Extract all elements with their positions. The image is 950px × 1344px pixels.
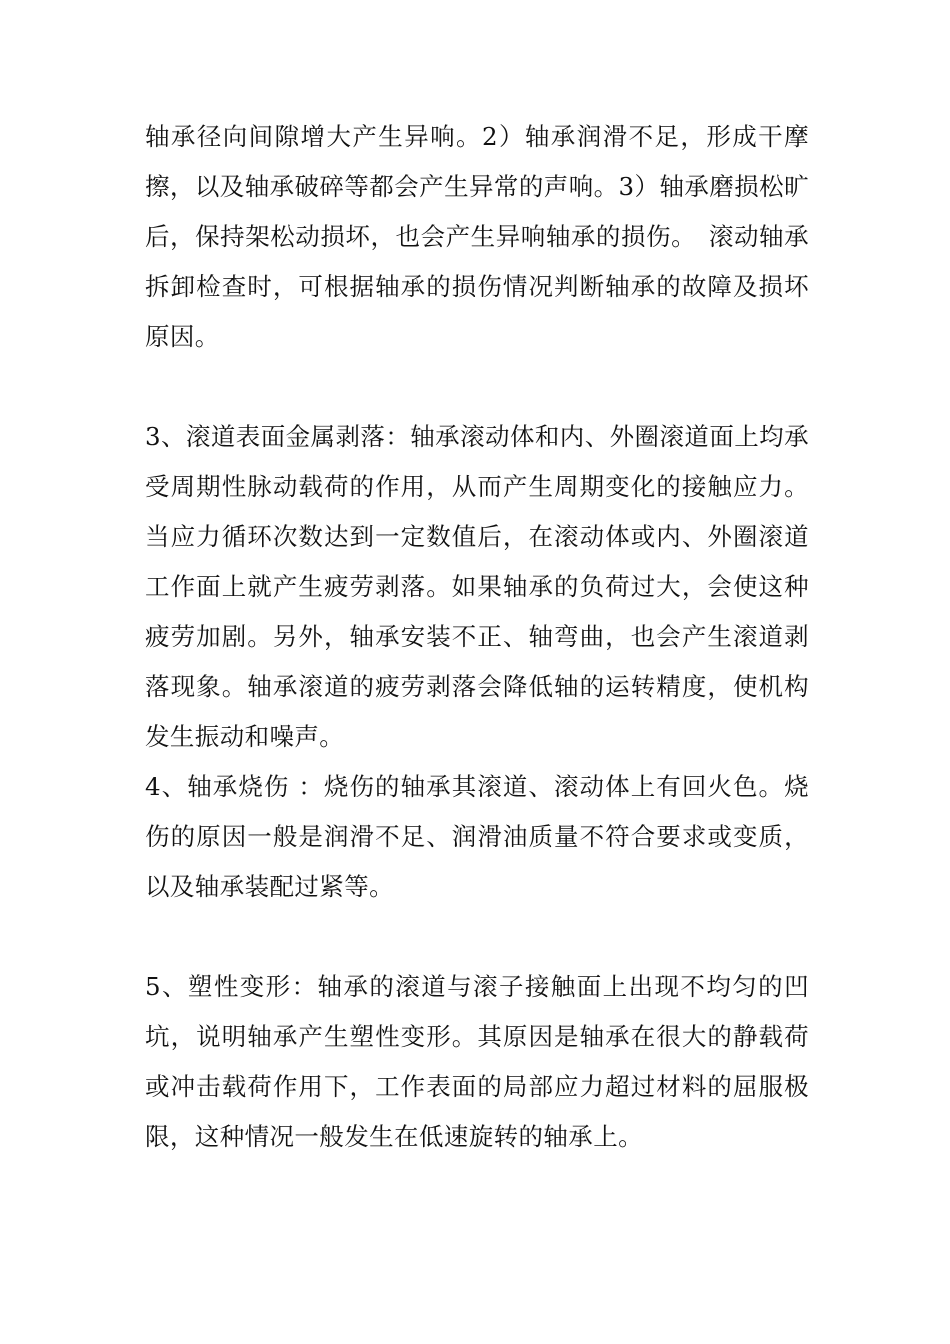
- paragraph-bearing-noise: 轴承径向间隙增大产生异响。2）轴承润滑不足，形成干摩擦，以及轴承破碎等都会产生异常的声响。3）轴承磨损松旷后，保持架松动损坏，也会产生异响轴承的损伤。 滚动轴承拆卸检查时，可根据轴承的损伤情况判断轴承的故障及损坏原因。: [145, 122, 809, 351]
- paragraph-raceway-spalling: 3、滚道表面金属剥落：轴承滚动体和内、外圈滚道面上均承受周期性脉动载荷的作用，从而产生周期变化的接触应力。当应力循环次数达到一定数值后，在滚动体或内、外圈滚道工作面上就产生疲劳剥落。如果轴承的负荷过大，会使这种疲劳加剧。另外，轴承安装不正、轴弯曲，也会产生滚道剥落现象。轴承滚道的疲劳剥落会降低轴的运转精度，使机构发生振动和噪声。: [145, 422, 809, 751]
- paragraph-spacer: [145, 912, 809, 962]
- document-body: [145, 112, 809, 1162]
- paragraph-bearing-burn: 4、轴承烧伤 ：烧伤的轴承其滚道、滚动体上有回火色。烧伤的原因一般是润滑不足、润滑油质量不符合要求或变质，以及轴承装配过紧等。: [145, 772, 809, 901]
- paragraph-plastic-deformation: 5、塑性变形：轴承的滚道与滚子接触面上出现不均匀的凹坑，说明轴承产生塑性变形。其原因是轴承在很大的静载荷或冲击载荷作用下，工作表面的局部应力超过材料的屈服极限，这种情况一般发生在低速旋转的轴承上。: [145, 972, 809, 1151]
- paragraph-spacer: [145, 362, 809, 412]
